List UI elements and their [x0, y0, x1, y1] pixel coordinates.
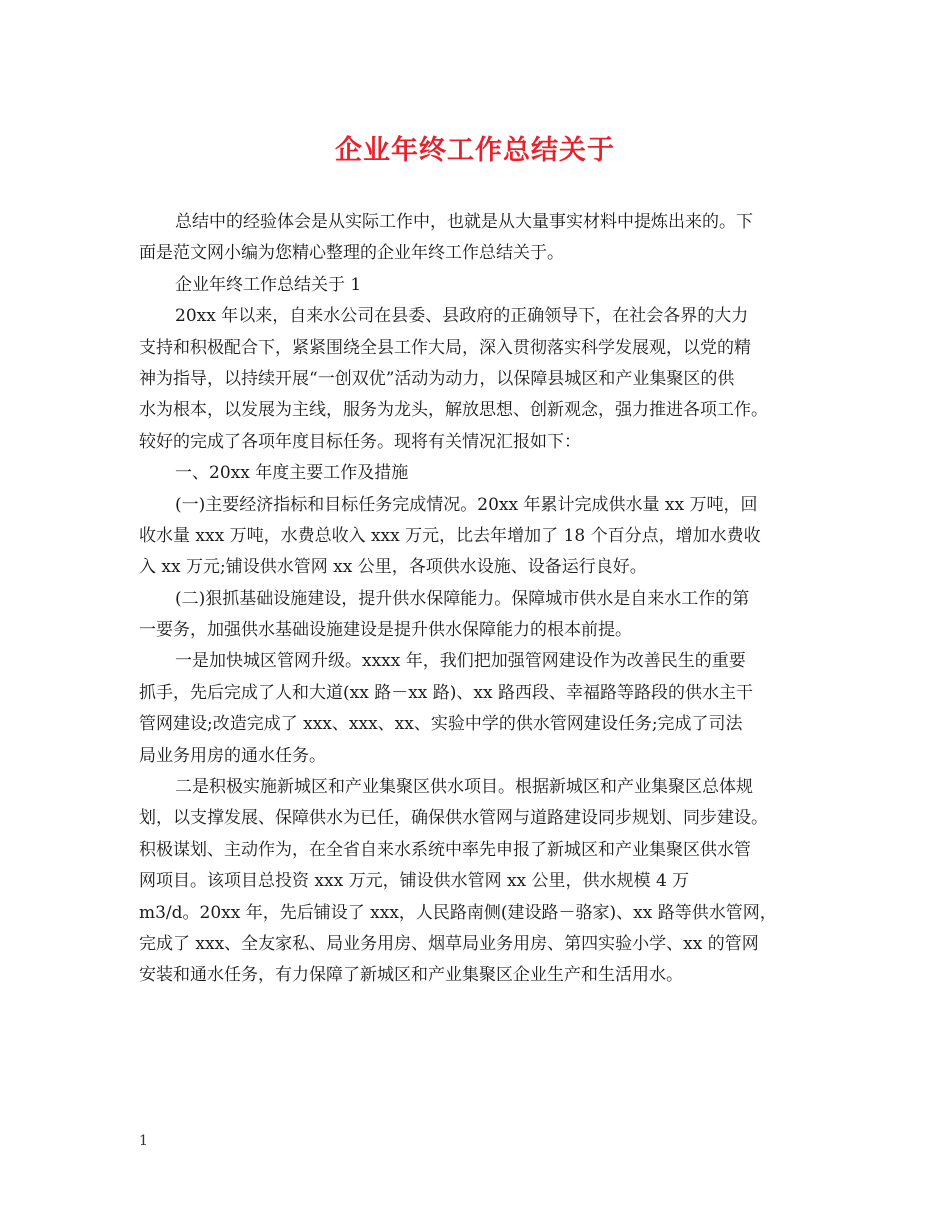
text-line: 面是范文网小编为您精心整理的企业年终工作总结关于。	[139, 243, 564, 264]
text-line: 神为指导，以持续开展“一创双优”活动为动力，以保障县城区和产业集聚区的供	[139, 368, 735, 389]
text-line: 一要务，加强供水基础设施建设是提升供水保障能力的根本前提。	[139, 620, 632, 641]
text-line: 积极谋划、主动作为，在全省自来水系统中率先申报了新城区和产业集聚区供水管	[139, 839, 751, 860]
text-line: (一)主要经济指标和目标任务完成情况。20xx 年累计完成供水量 xx 万吨，回	[175, 494, 758, 515]
text-line: 入 xx 万元;铺设供水管网 xx 公里，各项供水设施、设备运行良好。	[139, 557, 647, 578]
text-line: 网项目。该项目总投资 xxx 万元，铺设供水管网 xx 公里，供水规模 4 万	[139, 871, 690, 892]
text-line: 水为根本，以发展为主线，服务为龙头，解放思想、创新观念，强力推进各项工作。	[139, 400, 768, 421]
text-line: 收水量 xxx 万吨，水费总收入 xxx 万元，比去年增加了 18 个百分点，增加水费收	[139, 525, 761, 546]
text-line: 20xx 年以来，自来水公司在县委、县政府的正确领导下，在社会各界的大力	[175, 306, 749, 327]
text-line: 一、20xx 年度主要工作及措施	[175, 463, 409, 484]
text-line: (二)狠抓基础设施建设，提升供水保障能力。保障城市供水是自来水工作的第	[175, 588, 750, 609]
text-line: 支持和积极配合下，紧紧围绕全县工作大局，深入贯彻落实科学发展观，以党的精	[139, 337, 751, 358]
page-title: 企业年终工作总结关于	[335, 135, 615, 166]
text-line: 完成了 xxx、全友家私、局业务用房、烟草局业务用房、第四实验小学、xx 的管网	[139, 933, 759, 954]
text-line: 局业务用房的通水任务。	[139, 745, 326, 766]
text-line: 二是积极实施新城区和产业集聚区供水项目。根据新城区和产业集聚区总体规	[175, 777, 753, 798]
text-line: 管网建设;改造完成了 xxx、xxx、xx、实验中学的供水管网建设任务;完成了司法	[139, 714, 743, 735]
text-line: 划，以支撑发展、保障供水为已任，确保供水管网与道路建设同步规划、同步建设。	[139, 808, 768, 829]
text-line: 安装和通水任务，有力保障了新城区和产业集聚区企业生产和生活用水。	[139, 965, 683, 986]
text-line: 总结中的经验体会是从实际工作中，也就是从大量事实材料中提炼出来的。下	[175, 212, 753, 232]
text-line: 企业年终工作总结关于 1	[175, 274, 362, 295]
text-line: 一是加快城区管网升级。xxxx 年，我们把加强管网建设作为改善民生的重要	[175, 651, 746, 672]
text-line: m3/d。20xx 年，先后铺设了 xxx，人民路南侧(建设路－骆家)、xx 路等供水管网，	[139, 902, 777, 923]
text-line: 抓手，先后完成了人和大道(xx 路－xx 路)、xx 路西段、幸福路等路段的供水主干	[139, 682, 753, 703]
text-line: 较好的完成了各项年度目标任务。现将有关情况汇报如下：	[139, 431, 581, 452]
document-body	[139, 207, 831, 992]
page-number: 1	[139, 1133, 148, 1149]
